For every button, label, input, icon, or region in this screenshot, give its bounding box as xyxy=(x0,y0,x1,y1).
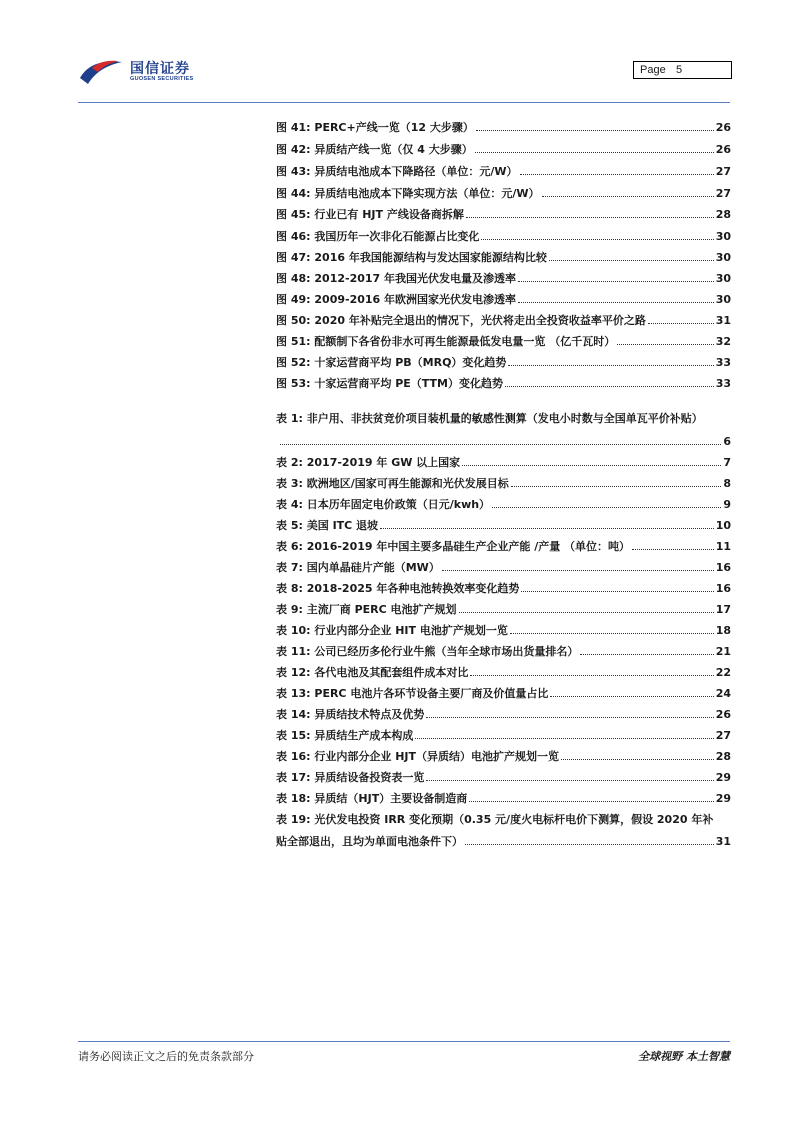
toc-table-entry[interactable]: 表 5: 美国 ITC 退坡 10 xyxy=(276,519,731,532)
page-indicator xyxy=(633,61,732,79)
toc-figure-entry[interactable]: 图 52: 十家运营商平均 PB（MRQ）变化趋势 33 xyxy=(276,356,731,369)
toc-table-entry[interactable]: 表 18: 异质结（HJT）主要设备制造商 29 xyxy=(276,792,731,805)
toc-table-entry-line1[interactable]: 表 19: 光伏发电投资 IRR 变化预期（0.35 元/度火电标杆电价下测算，假设 2020 年补 xyxy=(276,813,714,826)
header-divider xyxy=(78,102,730,103)
toc-table-entry[interactable]: 表 10: 行业内部分企业 HIT 电池扩产规划一览 18 xyxy=(276,624,731,637)
toc-figure-entry[interactable]: 图 47: 2016 年我国能源结构与发达国家能源结构比较 30 xyxy=(276,251,731,264)
toc-table-entry[interactable]: 表 4: 日本历年固定电价政策（日元/kwh） 9 xyxy=(276,498,731,511)
toc-table-entry[interactable]: 表 13: PERC 电池片各环节设备主要厂商及价值量占比 24 xyxy=(276,687,731,700)
toc-table-entry-line1[interactable]: 表 1: 非户用、非扶贫竞价项目装机量的敏感性测算（发电小时数与全国单瓦平价补贴） xyxy=(276,412,703,425)
toc-figure-entry[interactable]: 图 49: 2009-2016 年欧洲国家光伏发电渗透率 30 xyxy=(276,293,731,306)
page-label: Page xyxy=(640,64,666,76)
toc-figure-entry[interactable]: 图 45: 行业已有 HJT 产线设备商拆解 28 xyxy=(276,208,731,221)
footer-disclaimer: 请务必阅读正文之后的免责条款部分 xyxy=(78,1050,254,1063)
toc-table-entry[interactable]: 表 6: 2016-2019 年中国主要多晶硅生产企业产能 /产量 （单位：吨） 11 xyxy=(276,540,731,553)
toc-table-entry[interactable]: 表 15: 异质结生产成本构成 27 xyxy=(276,729,731,742)
toc-table-entry[interactable]: 表 8: 2018-2025 年各种电池转换效率变化趋势 16 xyxy=(276,582,731,595)
toc-table-entry[interactable]: 表 2: 2017-2019 年 GW 以上国家 7 xyxy=(276,456,731,469)
toc-figure-entry[interactable]: 图 41: PERC+产线一览（12 大步骤） 26 xyxy=(276,121,731,134)
toc-table-entry[interactable]: 表 3: 欧洲地区/国家可再生能源和光伏发展目标 8 xyxy=(276,477,731,490)
toc-figure-entry[interactable]: 图 48: 2012-2017 年我国光伏发电量及渗透率 30 xyxy=(276,272,731,285)
toc-figure-entry[interactable]: 图 53: 十家运营商平均 PE（TTM）变化趋势 33 xyxy=(276,377,731,390)
guosen-logo-icon xyxy=(78,56,126,86)
toc-table-entry[interactable]: 表 12: 各代电池及其配套组件成本对比 22 xyxy=(276,666,731,679)
company-logo xyxy=(78,56,208,86)
footer-divider xyxy=(78,1041,730,1042)
toc-table-entry[interactable]: 表 14: 异质结技术特点及优势 26 xyxy=(276,708,731,721)
toc-table-entry[interactable]: 表 9: 主流厂商 PERC 电池扩产规划 17 xyxy=(276,603,731,616)
toc-figure-entry[interactable]: 图 44: 异质结电池成本下降实现方法（单位：元/W） 27 xyxy=(276,187,731,200)
toc-table-entry[interactable]: 表 7: 国内单晶硅片产能（MW） 16 xyxy=(276,561,731,574)
toc-table-entry-line2[interactable]: 贴全部退出，且均为单面电池条件下） 31 xyxy=(276,835,731,848)
page-number: 5 xyxy=(676,64,683,76)
toc-figure-entry[interactable]: 图 42: 异质结产线一览（仅 4 大步骤） 26 xyxy=(276,143,731,156)
toc-table-entry[interactable]: 表 17: 异质结设备投资表一览 29 xyxy=(276,771,731,784)
toc-figure-entry[interactable]: 图 51: 配额制下各省份非水可再生能源最低发电量一览 （亿千瓦时） 32 xyxy=(276,335,731,348)
logo-subtitle: GUOSEN SECURITIES xyxy=(130,76,194,82)
toc-table-entry-line2[interactable]: 6 xyxy=(276,428,731,448)
toc-table-entry[interactable]: 表 11: 公司已经历多伦行业牛熊（当年全球市场出货量排名） 21 xyxy=(276,645,731,658)
logo-name: 国信证券 xyxy=(130,61,190,77)
footer-slogan: 全球视野 本土智慧 xyxy=(638,1050,730,1063)
toc-figure-entry[interactable]: 图 50: 2020 年补贴完全退出的情况下，光伏将走出全投资收益率平价之路 31 xyxy=(276,314,731,327)
toc-table-entry[interactable]: 表 16: 行业内部分企业 HJT（异质结）电池扩产规划一览 28 xyxy=(276,750,731,763)
toc-figure-entry[interactable]: 图 46: 我国历年一次非化石能源占比变化 30 xyxy=(276,230,731,243)
toc-figure-entry[interactable]: 图 43: 异质结电池成本下降路径（单位：元/W） 27 xyxy=(276,165,731,178)
